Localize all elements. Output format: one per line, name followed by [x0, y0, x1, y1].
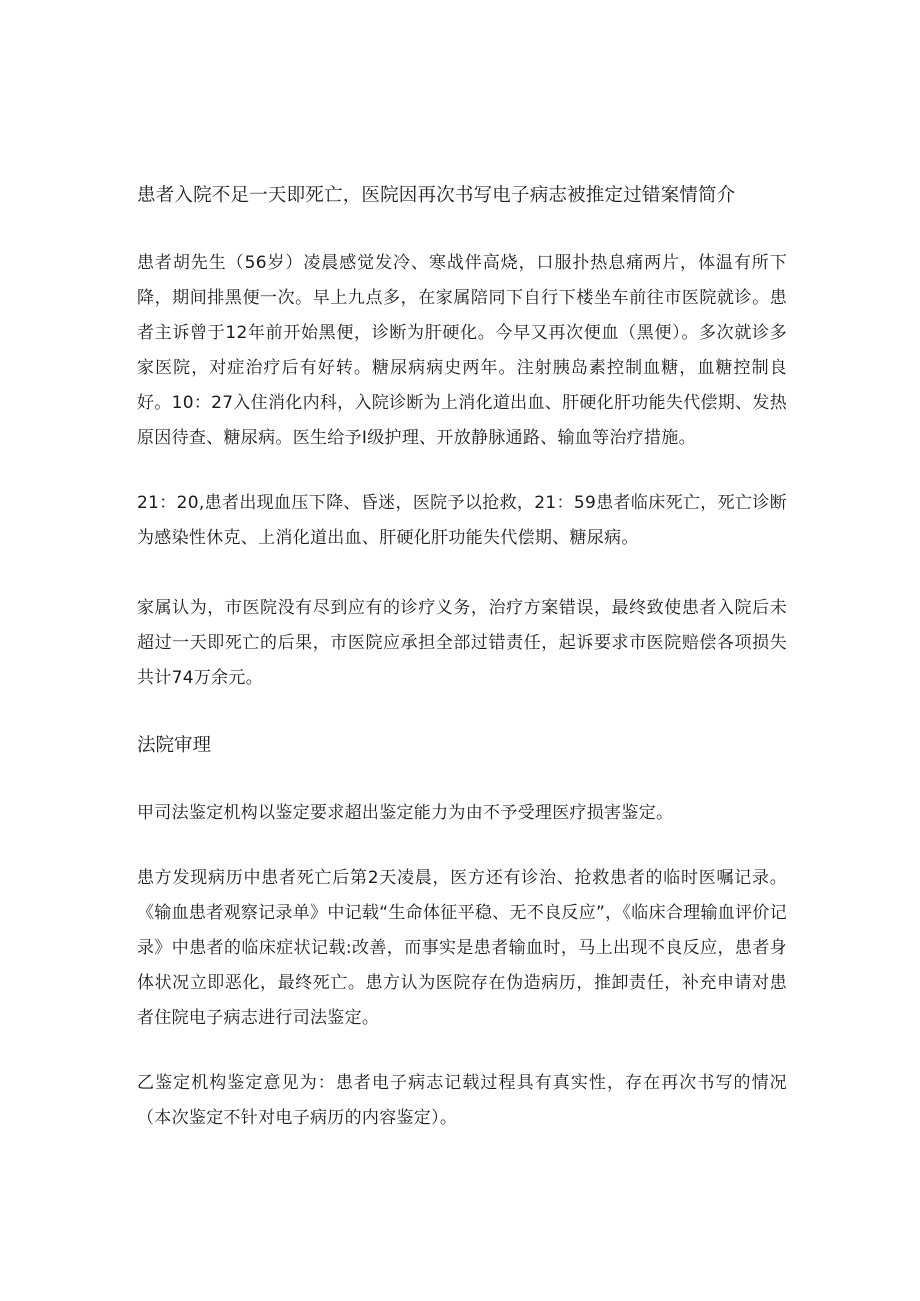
section-heading-court-trial: 法院审理: [137, 735, 212, 756]
document-title: 患者入院不足一天即死亡，医院因再次书写电子病志被推定过错案情简介: [137, 185, 736, 206]
paragraph-appraisal-refused: 甲司法鉴定机构以鉴定要求超出鉴定能力为由不予受理医疗损害鉴定。: [137, 803, 674, 823]
paragraph-family-claim: 家属认为，市医院没有尽到应有的诊疗义务，治疗方案错误，最终致使患者入院后未超过一天即死亡的后果，市医院应承担全部过错责任，起诉要求市医院赔偿各项损失共计74万余元。: [137, 598, 787, 688]
paragraph-appraisal-opinion: 乙鉴定机构鉴定意见为：患者电子病志记载过程具有真实性，存在再次书写的情况（本次鉴定不针对电子病历的内容鉴定）。: [137, 1073, 787, 1128]
paragraph-record-discrepancy: 患方发现病历中患者死亡后第2天凌晨，医方还有诊治、抢救患者的临时医嘱记录。《输血患者观察记录单》中记载“生命体征平稳、无不良反应”，《临床合理输血评价记录》中患者的临床症状记载:改善，而事实是患者输血时，马上出现不良反应，患者身体状况立即恶化，最终死亡。患方认为医院存在伪造病历，推卸责任，补充申请对患者住院电子病志进行司法鉴定。: [137, 868, 787, 1028]
paragraph-case-history: 患者胡先生（56岁）凌晨感觉发冷、寒战伴高烧，口服扑热息痛两片，体温有所下降，期间排黑便一次。早上九点多，在家属陪同下自行下楼坐车前往市医院就诊。患者主诉曾于12年前开始黑便，诊断为肝硬化。今早又再次便血（黑便）。多次就诊多家医院，对症治疗后有好转。糖尿病病史两年。注射胰岛素控制血糖，血糖控制良好。10：27入住消化内科，入院诊断为上消化道出血、肝硬化肝功能失代偿期、发热原因待查、糖尿病。医生给予Ⅰ级护理、开放静脉通路、输血等治疗措施。: [137, 253, 787, 448]
paragraph-death-event: 21：20,患者出现血压下降、昏迷，医院予以抢救，21：59患者临床死亡，死亡诊断为感染性休克、上消化道出血、肝硬化肝功能失代偿期、糖尿病。: [137, 493, 787, 548]
